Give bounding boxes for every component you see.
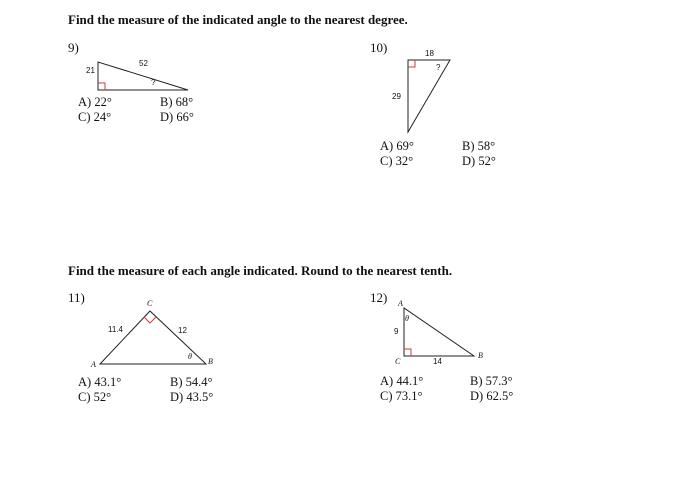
- vertex-c-label: C: [395, 357, 401, 366]
- problem-11-triangle: [88, 298, 228, 378]
- right-angle-mark: [98, 83, 105, 90]
- problem-10-choice-b: B) 58°: [462, 139, 496, 153]
- problem-10-triangle: [392, 49, 470, 140]
- vertex-b-label: B: [208, 357, 213, 366]
- triangle-10-shape: [408, 60, 450, 132]
- theta-label: θ: [188, 352, 192, 361]
- problem-12-choice-a: A) 44.1°: [380, 374, 424, 388]
- instructions-part2: Find the measure of each angle indicated. Round to the nearest tenth.: [68, 263, 453, 278]
- problem-12-choice-c: C) 73.1°: [380, 389, 423, 403]
- problem-9-choice-a: A) 22°: [78, 95, 112, 109]
- bottom-label-14: 14: [433, 357, 442, 366]
- problem-11-choice-d: D) 43.5°: [170, 390, 214, 404]
- side-label-21: 21: [86, 66, 95, 75]
- problem-9-choice-d: D) 66°: [160, 110, 194, 124]
- vertex-a-label: A: [91, 360, 96, 369]
- problem-11-choice-a: A) 43.1°: [78, 375, 122, 389]
- problem-9-number: 9): [68, 40, 79, 55]
- problem-9-choice-b: B) 68°: [160, 95, 194, 109]
- problem-10-choice-d: D) 52°: [462, 154, 496, 168]
- problem-12-choice-b: B) 57.3°: [470, 374, 513, 388]
- problem-10-number: 10): [370, 40, 388, 55]
- problem-11-choice-c: C) 52°: [78, 390, 112, 404]
- problem-11-choice-b: B) 54.4°: [170, 375, 213, 389]
- vertex-c-label: C: [147, 299, 153, 308]
- instructions-part1: Find the measure of the indicated angle to the nearest degree.: [68, 12, 408, 27]
- side-label-12: 12: [178, 326, 187, 335]
- side-label-11-4: 11.4: [108, 325, 123, 334]
- unknown-angle-label: ?: [151, 78, 156, 87]
- vertex-a-label: A: [398, 299, 403, 308]
- problem-11-number: 11): [68, 290, 85, 305]
- side-label-29: 29: [392, 92, 401, 101]
- theta-label: θ: [405, 314, 409, 323]
- problem-10-choice-c: C) 32°: [380, 154, 414, 168]
- hypotenuse-label-52: 52: [139, 59, 148, 68]
- right-angle-mark: [144, 317, 156, 323]
- problem-12-number: 12): [370, 290, 388, 305]
- right-angle-mark: [404, 349, 411, 356]
- problem-9-choice-c: C) 24°: [78, 110, 112, 124]
- problem-10-choice-a: A) 69°: [380, 139, 414, 153]
- problem-12-choice-d: D) 62.5°: [470, 389, 514, 403]
- side-label-9: 9: [394, 327, 399, 336]
- right-angle-mark: [408, 60, 415, 67]
- triangle-12-shape: [404, 308, 474, 356]
- problem-12-triangle: [390, 296, 500, 371]
- vertex-b-label: B: [478, 351, 483, 360]
- top-label-18: 18: [425, 49, 434, 58]
- unknown-angle-label: ?: [436, 63, 441, 72]
